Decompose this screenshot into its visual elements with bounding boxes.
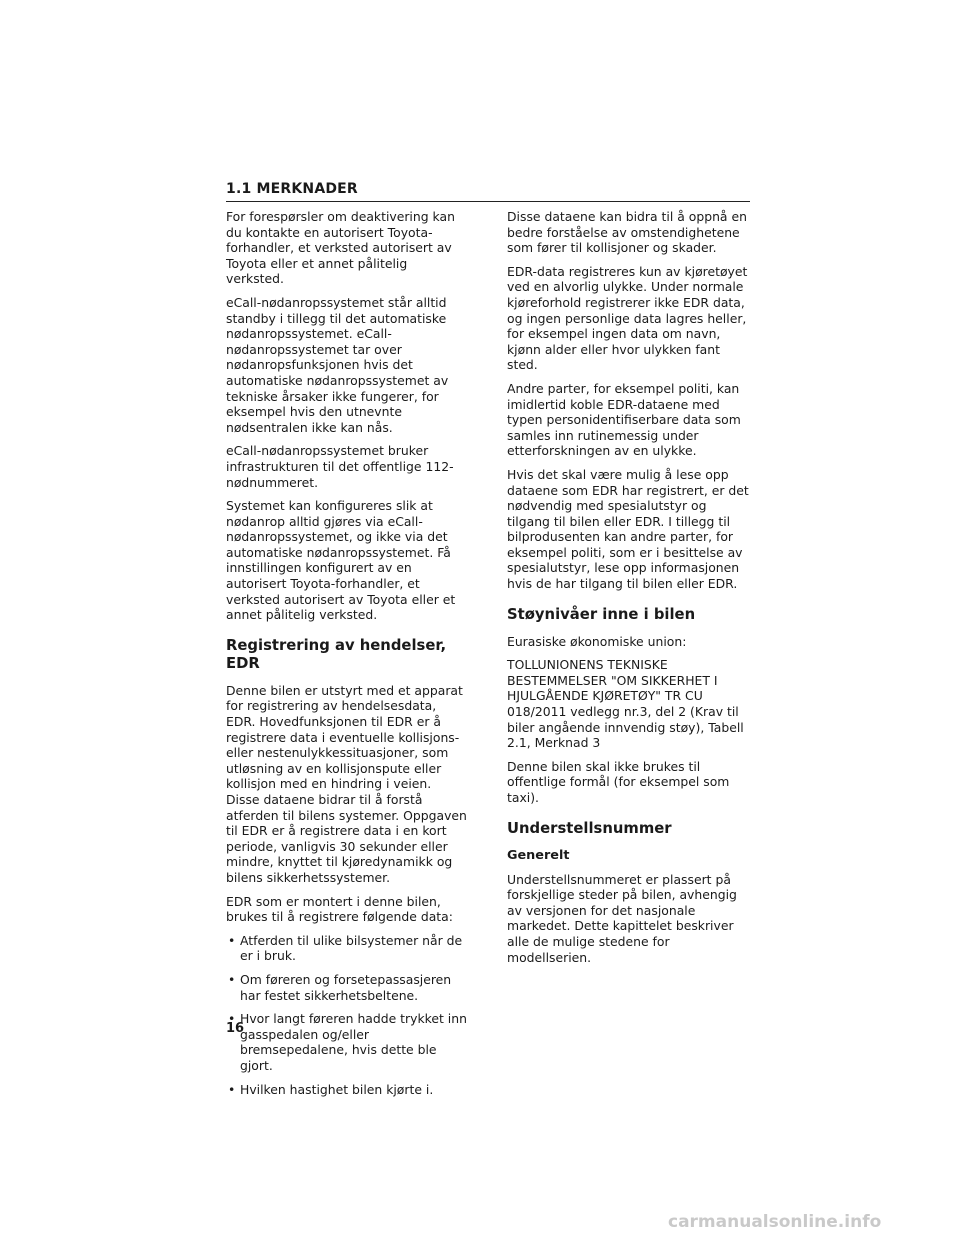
paragraph: eCall-nødanropssystemet bruker infrastrukturen til det offentlige 112-nødnummeret. (226, 443, 454, 490)
paragraph: Systemet kan konfigureres slik at nødanrop alltid gjøres via eCall-nødanropssystemet, og ikke via det automatiske nødanropssystemet. Få innstillingen konfigurert av en autorisert Toyota-forhandler, et verksted autorisert av Toyota eller et annet pålitelig verksted. (226, 498, 456, 623)
paragraph: EDR som er montert i denne bilen, brukes til å registrere følgende data: (226, 893, 453, 925)
list-item: • Hvor langt føreren hadde trykket inn gasspedalen og/eller bremsepedalene, hvis dette ble gjort. (226, 1011, 468, 1073)
paragraph: eCall-nødanropssystemet står alltid standby i tillegg til det automatiske nødanropssystemet. eCall-nødanropssystemet tar over nødanropsfunksjonen hvis det automatiske nødanropssystemet av tekniske årsaker ikke fungerer, for eksempel hvis den utnevnte nødsentralen ikke kan nås. (226, 294, 449, 435)
paragraph: Andre parter, for eksempel politi, kan imidlertid koble EDR-dataene med typen personidentifiserbare data som samles inn rutinemessig under etterforskningen av en ulykke. (507, 380, 741, 459)
heading-noise: Støynivåer inne i bilen (507, 605, 696, 623)
subheading-general: Generelt (507, 847, 570, 863)
paragraph: Disse dataene kan bidra til å oppnå en bedre forståelse av omstendighetene som fører til kollisjoner og skader. (507, 209, 747, 256)
paragraph: Eurasiske økonomiske union: (507, 633, 687, 649)
heading-edr: Registrering av hendelser, EDR (226, 636, 447, 672)
page-number: 16 (226, 1021, 245, 1036)
heading-chassis-number: Understellsnummer (507, 819, 672, 837)
paragraph: Hvis det skal være mulig å lese opp dataene som EDR har registrert, er det nødvendig med spesialutstyr og tilgang til bilen eller EDR. I tillegg til bilprodusenten kan andre parter, for eksempel politi, som er i besittelse av spesialutstyr, lese opp informasjonen hvis de har tilgang til bilen eller EDR. (507, 466, 749, 592)
paragraph: Understellsnummeret er plassert på forskjellige steder på bilen, avhengig av versjonen for det nasjonale markedet. Dette kapittelet beskriver alle de mulige stedene for modellserien. (507, 871, 737, 965)
left-column (226, 209, 468, 1105)
paragraph: Denne bilen er utstyrt med et apparat for registrering av hendelsesdata, EDR. Hovedfunksjonen til EDR er å registrere data i eventuelle kollisjons- eller nestenulykkessituasjoner, som utløsning av en kollisjonspute eller kollisjon med en hindring i veien. Disse dataene bidrar til å forstå atferden til bilens systemer. Oppgaven til EDR er å registrere data i en kort periode, vanligvis 30 sekunder eller mindre, knyttet til kjøredynamikk og bilens sikkerhetssystemer. (226, 682, 467, 885)
paragraph: For forespørsler om deaktivering kan du kontakte en autorisert Toyota-forhandler, et verksted autorisert av Toyota eller et annet pålitelig verksted. (226, 209, 455, 287)
paragraph: EDR-data registreres kun av kjøretøyet ved en alvorlig ulykke. Under normale kjøreforhold registrerer ikke EDR data, og ingen personlige data lagres heller, for eksempel ingen data om navn, kjønn alder eller hvor ulykken fant sted. (507, 263, 748, 373)
section-header (226, 178, 750, 202)
section-title: 1.1 MERKNADER (226, 181, 358, 197)
list-item: • Om føreren og forsetepassasjeren har festet sikkerhetsbeltene. (226, 972, 468, 1003)
list-item: • Hvilken hastighet bilen kjørte i. (226, 1082, 468, 1098)
edr-data-list (226, 933, 468, 1097)
paragraph: Denne bilen skal ikke brukes til offentlige formål (for eksempel som taxi). (507, 758, 730, 805)
list-item: • Atferden til ulike bilsystemer når de er i bruk. (226, 933, 468, 964)
watermark: carmanualsonline.info (668, 1212, 882, 1232)
right-column (507, 209, 749, 973)
paragraph: TOLLUNIONENS TEKNISKE BESTEMMELSER "OM SIKKERHET I HJULGÅENDE KJØRETØY" TR CU 018/2011 vedlegg nr.3, del 2 (Krav til biler angående innvendig støy), Tabell 2.1, Merknad 3 (507, 657, 744, 751)
